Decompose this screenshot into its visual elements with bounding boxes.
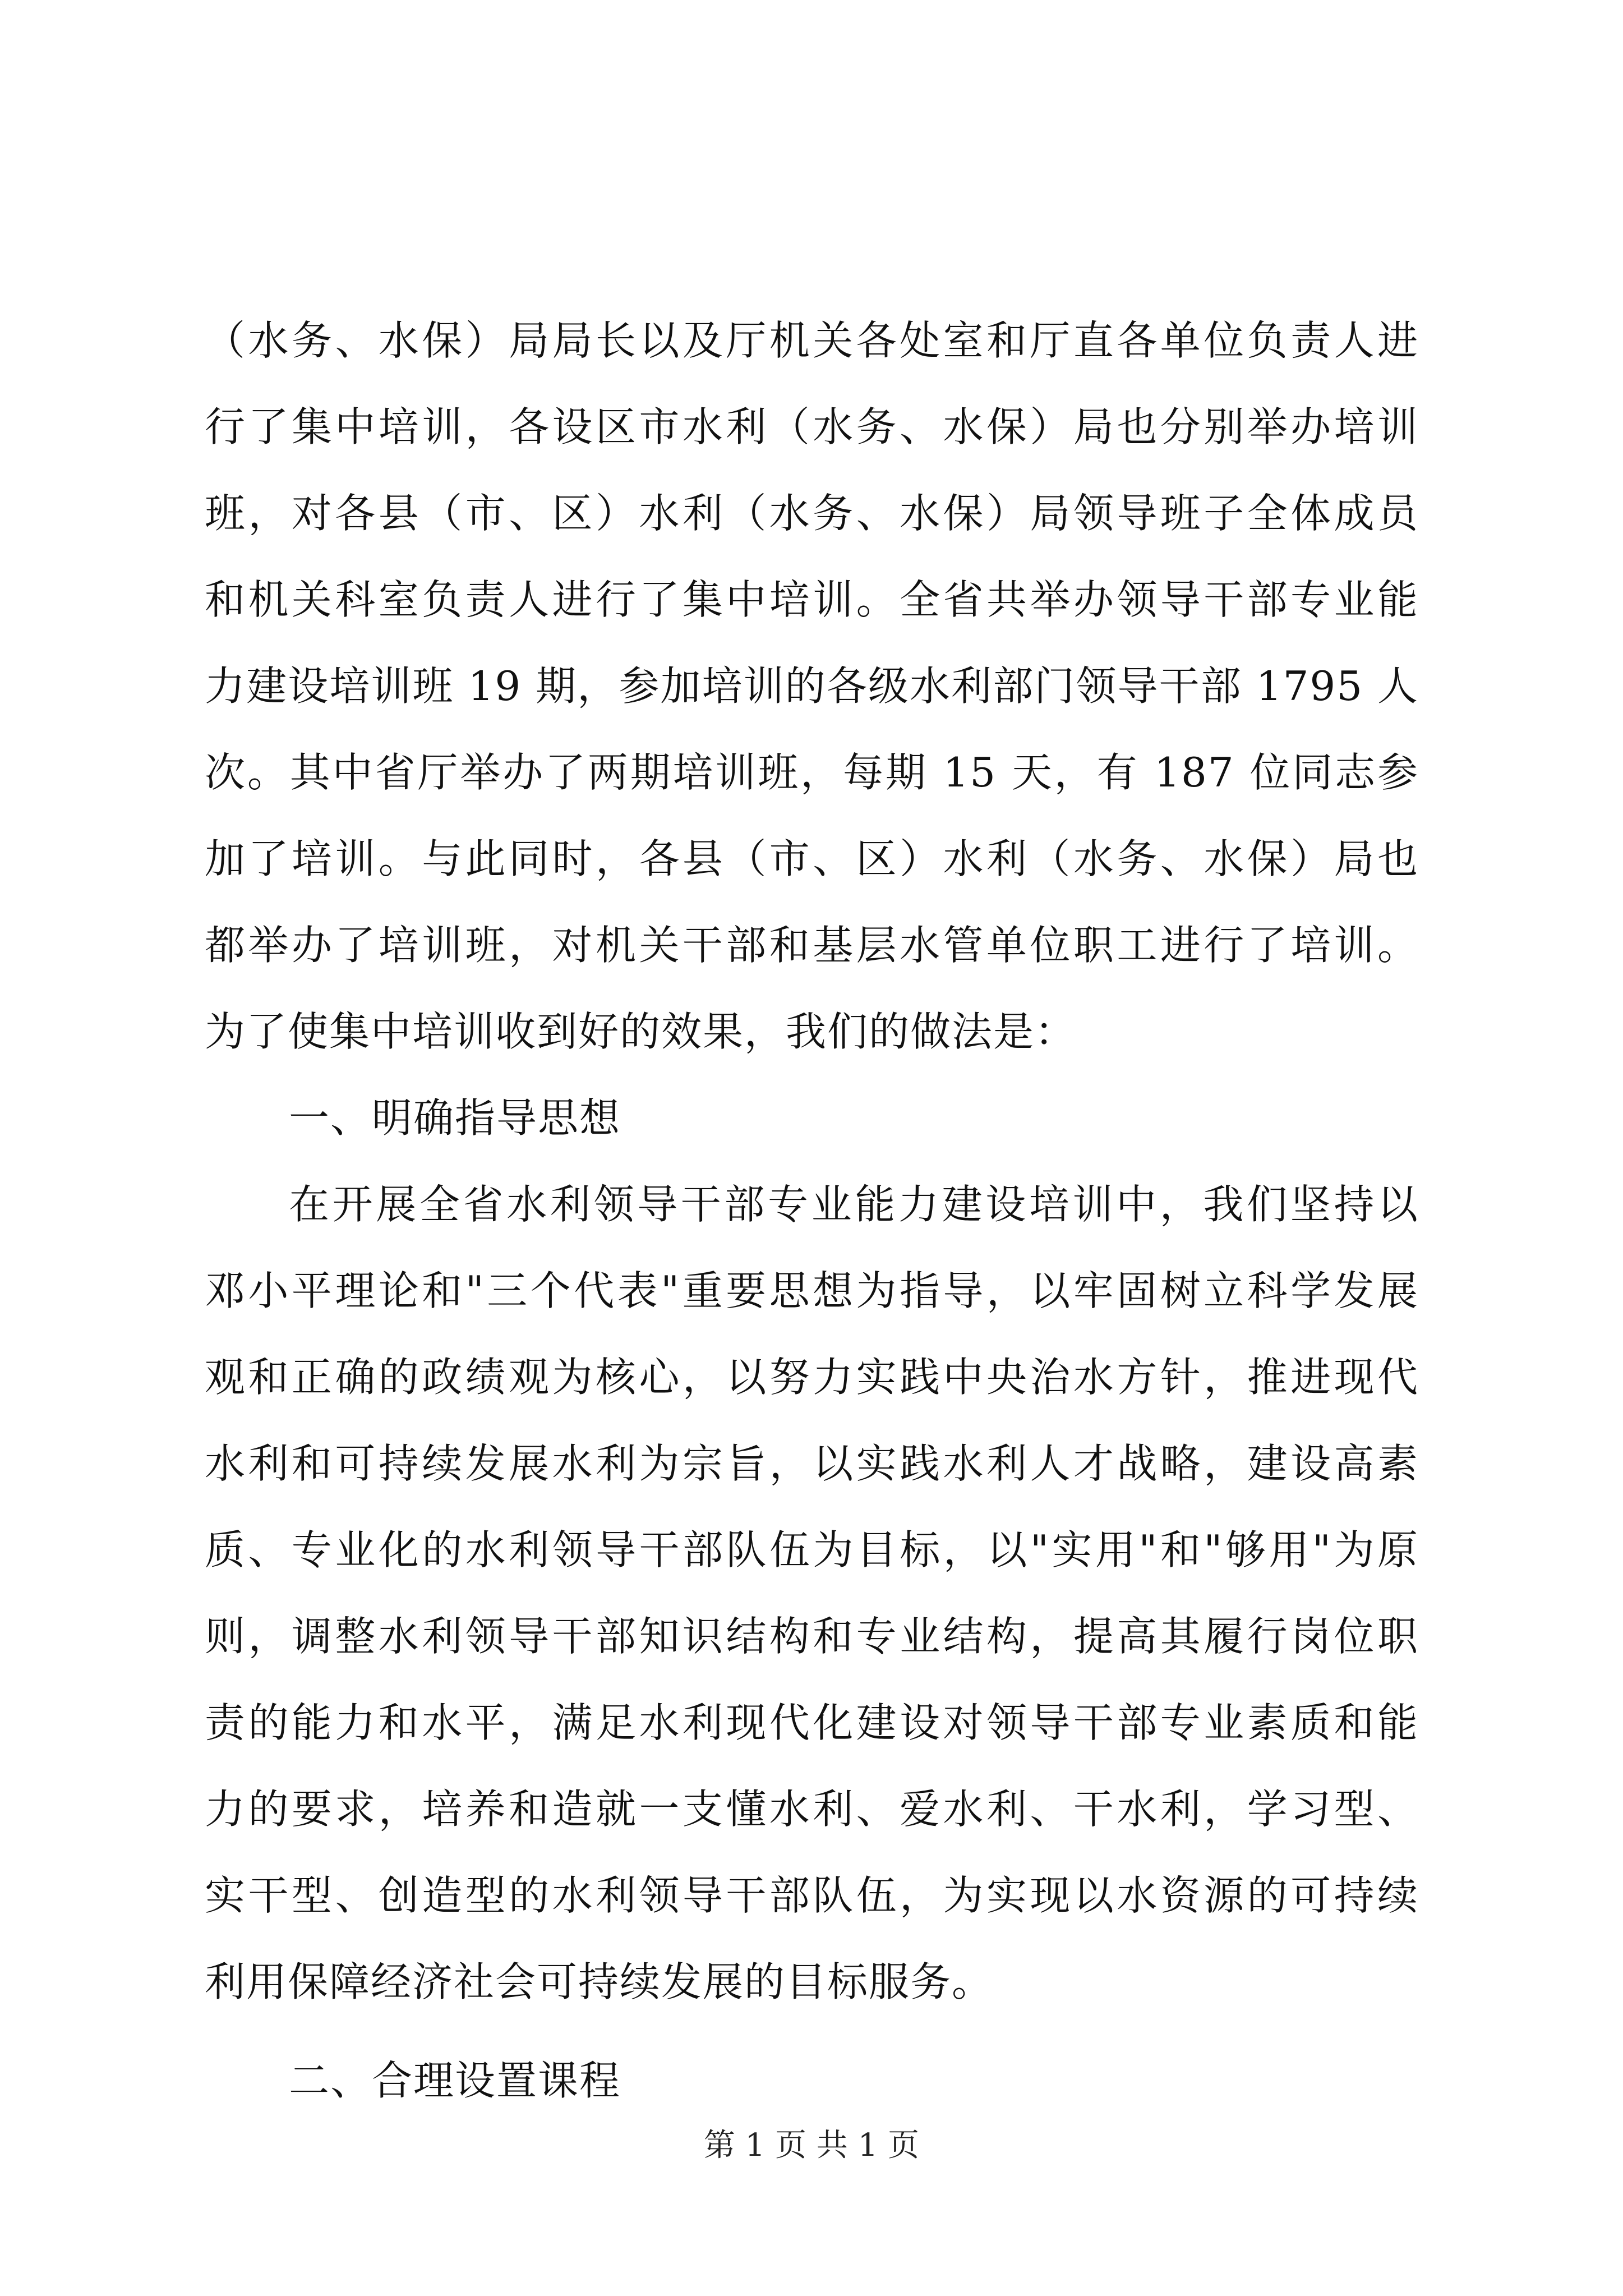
text-line: 加了培训。与此同时，各县（市、区）水利（水务、水保）局也 — [205, 835, 1419, 882]
text-line: 水利和可持续发展水利为宗旨，以实践水利人才战略，建设高素 — [205, 1440, 1419, 1487]
text-line: 都举办了培训班，对机关干部和基层水管单位职工进行了培训。 — [205, 922, 1419, 969]
section-heading-1: 一、明确指导思想 — [289, 1094, 621, 1142]
text-line: 为了使集中培训收到好的效果，我们的做法是： — [205, 1008, 1077, 1055]
text-line: 力的要求，培养和造就一支懂水利、爱水利、干水利，学习型、 — [205, 1786, 1419, 1833]
document-body — [205, 297, 1419, 2124]
text-line: 实干型、创造型的水利领导干部队伍，为实现以水资源的可持续 — [205, 1872, 1419, 1919]
text-line: 邓小平理论和"三个代表"重要思想为指导，以牢固树立科学发展 — [205, 1267, 1419, 1314]
text-line: 则，调整水利领导干部知识结构和专业结构，提高其履行岗位职 — [205, 1613, 1419, 1660]
text-line: 责的能力和水平，满足水利现代化建设对领导干部专业素质和能 — [205, 1699, 1419, 1746]
text-line: 和机关科室负责人进行了集中培训。全省共举办领导干部专业能 — [205, 576, 1419, 623]
text-line: 在开展全省水利领导干部专业能力建设培训中，我们坚持以 — [289, 1181, 1419, 1228]
text-line: 质、专业化的水利领导干部队伍为目标，以"实用"和"够用"为原 — [205, 1526, 1419, 1573]
text-line: 次。其中省厅举办了两期培训班，每期 15 天，有 187 位同志参 — [205, 749, 1419, 796]
text-line: （水务、水保）局局长以及厅机关各处室和厅直各单位负责人进 — [205, 317, 1419, 364]
text-line: 力建设培训班 19 期，参加培训的各级水利部门领导干部 1795 人 — [205, 662, 1419, 710]
page-footer: 第 1 页 共 1 页 — [703, 2127, 920, 2164]
section-heading-2: 二、合理设置课程 — [289, 2057, 621, 2104]
text-line: 利用保障经济社会可持续发展的目标服务。 — [205, 1958, 994, 2005]
text-line: 观和正确的政绩观为核心，以努力实践中央治水方针，推进现代 — [205, 1354, 1419, 1401]
text-line: 班，对各县（市、区）水利（水务、水保）局领导班子全体成员 — [205, 490, 1419, 537]
text-line: 行了集中培训，各设区市水利（水务、水保）局也分别举办培训 — [205, 403, 1419, 450]
